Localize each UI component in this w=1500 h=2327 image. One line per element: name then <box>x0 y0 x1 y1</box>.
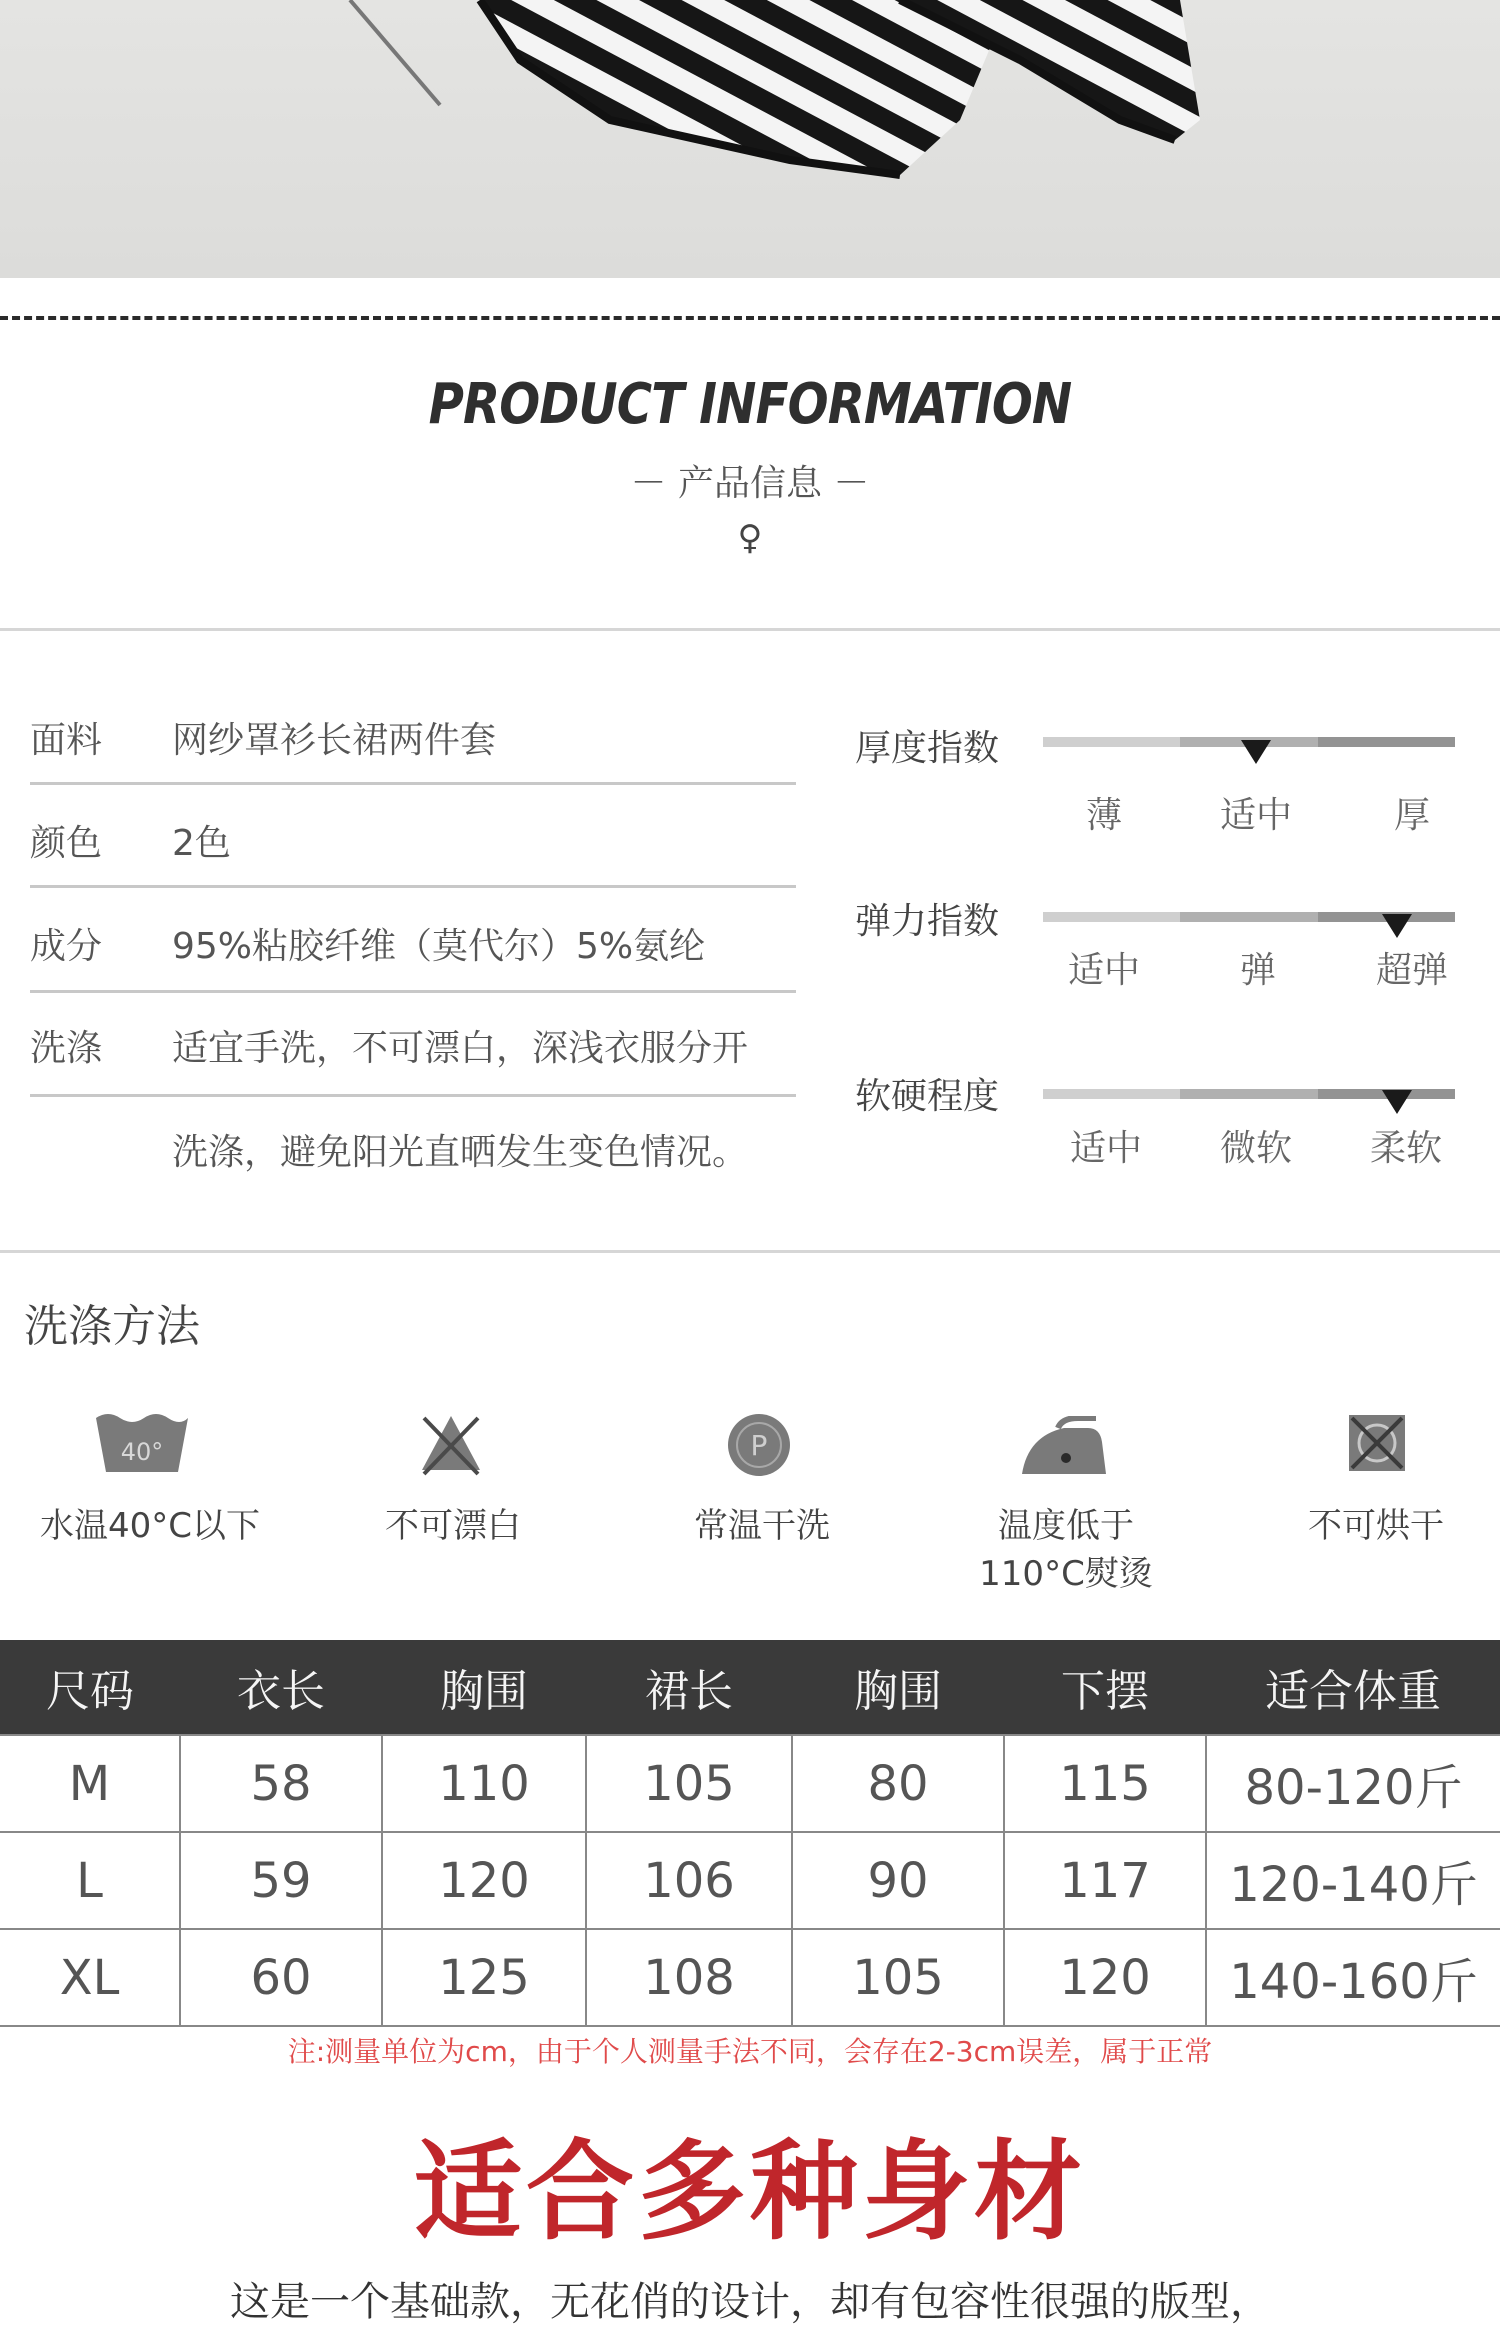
care-label: 不可漂白 <box>385 1506 521 1546</box>
column-header: 裙长 <box>586 1640 792 1735</box>
table-cell: L <box>0 1832 180 1929</box>
table-row <box>0 1735 1500 1832</box>
spec-rule <box>30 885 796 888</box>
tagline: 这是一个基础款，无花俏的设计，却有包容性很强的版型， <box>230 2279 1270 2325</box>
table-cell: 60 <box>180 1929 382 2026</box>
care-label: 温度低于 110°C熨烫 <box>979 1506 1153 1594</box>
striped-garment-image <box>0 0 1500 278</box>
iron-icon <box>1018 1416 1110 1478</box>
index-label: 软硬程度 <box>855 1076 1000 1117</box>
column-header: 胸围 <box>382 1640 586 1735</box>
table-row <box>0 1929 1500 2026</box>
table-cell: 140-160斤 <box>1206 1929 1500 2026</box>
care-label: 常温干洗 <box>694 1506 830 1546</box>
care-label: 不可烘干 <box>1308 1506 1444 1546</box>
table-cell: 125 <box>382 1929 586 2026</box>
table-cell: 80-120斤 <box>1206 1735 1500 1832</box>
column-header: 下摆 <box>1004 1640 1206 1735</box>
female-symbol-icon: ♀ <box>737 518 763 558</box>
table-cell: 90 <box>792 1832 1004 1929</box>
table-cell: 106 <box>586 1832 792 1929</box>
table-cell: 110 <box>382 1735 586 1832</box>
table-cell: 108 <box>586 1929 792 2026</box>
spec-value: 网纱罩衫长裙两件套 <box>172 720 497 761</box>
dry-clean-icon <box>726 1412 792 1478</box>
tick-label: 超弹 <box>1375 950 1448 991</box>
column-header: 尺码 <box>0 1640 180 1735</box>
table-cell: M <box>0 1735 180 1832</box>
spec-rule <box>30 990 796 993</box>
marker-icon <box>1241 740 1271 764</box>
table-cell: XL <box>0 1929 180 2026</box>
table-cell: 120-140斤 <box>1206 1832 1500 1929</box>
spec-note: 洗涤，避免阳光直晒发生变色情况。 <box>172 1132 749 1173</box>
table-row <box>0 1832 1500 1929</box>
spec-value: 95%粘胶纤维（莫代尔）5%氨纶 <box>172 926 706 967</box>
care-label: 水温40°C以下 <box>39 1506 260 1546</box>
table-cell: 115 <box>1004 1735 1206 1832</box>
tick-label: 厚 <box>1393 795 1430 836</box>
tick-label: 适中 <box>1219 795 1292 836</box>
spec-label: 颜色 <box>30 823 103 864</box>
tick-label: 柔软 <box>1369 1128 1442 1169</box>
spec-rule <box>30 782 796 785</box>
table-cell: 80 <box>792 1735 1004 1832</box>
index-label: 厚度指数 <box>855 728 1000 769</box>
marker-icon <box>1382 1090 1412 1114</box>
headline: 适合多种身材 <box>413 2129 1086 2255</box>
tick-label: 适中 <box>1069 1128 1142 1169</box>
table-cell: 120 <box>382 1832 586 1929</box>
measurement-note: 注:测量单位为cm，由于个人测量手法不同，会存在2-3cm误差，属于正常 <box>287 2035 1213 2068</box>
column-header: 胸围 <box>792 1640 1004 1735</box>
table-cell: 59 <box>180 1832 382 1929</box>
marker-icon <box>1382 914 1412 938</box>
table-cell: 58 <box>180 1735 382 1832</box>
tick-label: 适中 <box>1067 950 1140 991</box>
washing-title: 洗涤方法 <box>24 1301 200 1352</box>
table-cell: 117 <box>1004 1832 1206 1929</box>
divider <box>0 628 1500 631</box>
no-bleach-icon <box>418 1412 484 1476</box>
spec-label: 洗涤 <box>30 1028 103 1069</box>
section-subtitle: － 产品信息 － <box>630 463 870 504</box>
column-header: 衣长 <box>180 1640 382 1735</box>
dashed-divider <box>0 316 1500 320</box>
tick-label: 弹 <box>1239 950 1276 991</box>
size-table <box>0 1640 1500 2027</box>
section-title: PRODUCT INFORMATION <box>428 372 1072 437</box>
product-photo <box>0 0 1500 278</box>
divider <box>0 1250 1500 1253</box>
tick-label: 微软 <box>1219 1128 1292 1169</box>
tick-label: 薄 <box>1085 795 1122 836</box>
wash-temp-text: 40° <box>120 1438 164 1466</box>
column-header: 适合体重 <box>1206 1640 1500 1735</box>
spec-rule <box>30 1094 796 1097</box>
table-cell: 105 <box>586 1735 792 1832</box>
spec-value: 2色 <box>172 823 231 864</box>
no-tumble-dry-icon <box>1346 1412 1408 1474</box>
dry-clean-text: P <box>750 1429 768 1462</box>
spec-label: 面料 <box>30 720 103 761</box>
table-cell: 120 <box>1004 1929 1206 2026</box>
spec-label: 成分 <box>30 926 103 967</box>
wash-40-icon <box>92 1410 192 1480</box>
index-label: 弹力指数 <box>855 901 1000 942</box>
table-cell: 105 <box>792 1929 1004 2026</box>
table-header-row <box>0 1640 1500 1735</box>
spec-value: 适宜手洗，不可漂白，深浅衣服分开 <box>172 1028 749 1069</box>
